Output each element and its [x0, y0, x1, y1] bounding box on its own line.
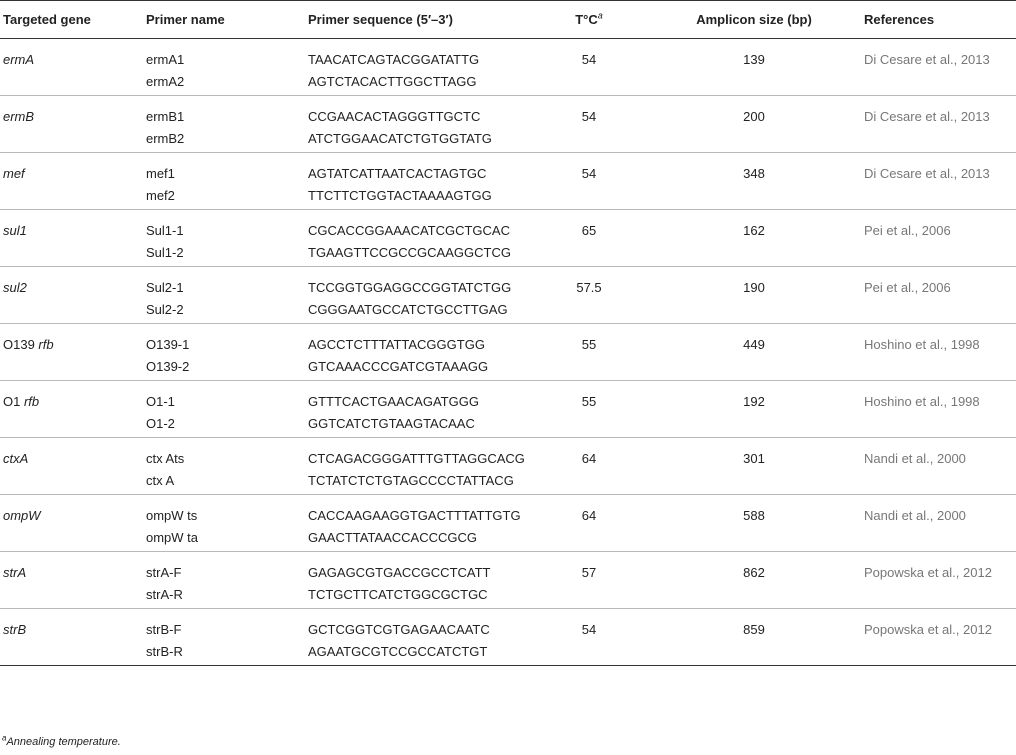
cell-reference — [864, 324, 1016, 381]
cell-amplicon-size — [644, 210, 864, 267]
primer-sequence-reverse: ATCTGGAACATCTGTGGTATG — [308, 131, 492, 146]
reference-link[interactable]: Di Cesare et al., 2013 — [864, 109, 990, 124]
table-row — [0, 324, 1016, 381]
gene-name: ctxA — [3, 451, 29, 466]
cell-primer-sequence — [308, 438, 534, 495]
cell-amplicon-size — [644, 609, 864, 666]
primer-name-forward: ctx Ats — [146, 451, 185, 466]
cell-targeted-gene — [0, 438, 146, 495]
cell-primer-sequence — [308, 267, 534, 324]
header-temperature — [534, 1, 644, 39]
header-targeted-gene: Targeted gene — [0, 1, 146, 39]
primer-name-forward: ermA1 — [146, 52, 185, 67]
table-row — [0, 153, 1016, 210]
primer-name-forward: strB-F — [146, 622, 182, 637]
temperature-value: 65 — [581, 223, 597, 238]
primer-sequence-reverse: TGAAGTTCCGCCGCAAGGCTCG — [308, 245, 511, 260]
cell-primer-sequence — [308, 381, 534, 438]
gene-prefix: O139 — [3, 337, 39, 352]
cell-reference — [864, 438, 1016, 495]
reference-link[interactable]: Hoshino et al., 1998 — [864, 337, 980, 352]
cell-temperature — [534, 552, 644, 609]
cell-reference — [864, 381, 1016, 438]
primer-sequence-forward: AGTATCATTAATCACTAGTGC — [308, 166, 487, 181]
temperature-value: 57 — [581, 565, 597, 580]
cell-targeted-gene — [0, 39, 146, 96]
primer-sequence-forward: CACCAAGAAGGTGACTTTATTGTG — [308, 508, 521, 523]
cell-primer-sequence — [308, 153, 534, 210]
table-row — [0, 438, 1016, 495]
cell-primer-name — [146, 609, 308, 666]
cell-amplicon-size — [644, 495, 864, 552]
primer-sequence-forward: TCCGGTGGAGGCCGGTATCTGG — [308, 280, 512, 295]
primer-sequence-reverse: TCTATCTCTGTAGCCCCTATTACG — [308, 473, 514, 488]
reference-link[interactable]: Pei et al., 2006 — [864, 280, 951, 295]
gene-name: mef — [3, 166, 25, 181]
cell-primer-name — [146, 438, 308, 495]
cell-temperature — [534, 324, 644, 381]
footnote — [2, 733, 121, 748]
reference-link[interactable]: Hoshino et al., 1998 — [864, 394, 980, 409]
gene-name: strA — [3, 565, 27, 580]
primer-sequence-forward: GAGAGCGTGACCGCCTCATT — [308, 565, 491, 580]
primer-name-reverse: ctx A — [146, 473, 175, 488]
header-temperature-label: T°C — [575, 12, 598, 27]
primer-sequence-forward: CTCAGACGGGATTTGTTAGGCACG — [308, 451, 525, 466]
cell-temperature — [534, 96, 644, 153]
primer-name-forward: strA-F — [146, 565, 182, 580]
cell-temperature — [534, 267, 644, 324]
cell-reference — [864, 267, 1016, 324]
primer-name-reverse: ermA2 — [146, 74, 185, 89]
temperature-value: 55 — [581, 394, 597, 409]
table-row — [0, 609, 1016, 666]
primer-name-reverse: mef2 — [146, 188, 175, 203]
header-temperature-footnote-marker: a — [597, 10, 603, 21]
cell-primer-name — [146, 96, 308, 153]
primer-sequence-reverse: TTCTTCTGGTACTAAAAGTGG — [308, 188, 492, 203]
amplicon-size-value: 588 — [743, 508, 765, 523]
gene-prefix: O1 — [3, 394, 24, 409]
cell-amplicon-size — [644, 96, 864, 153]
temperature-value: 64 — [581, 508, 597, 523]
cell-primer-sequence — [308, 609, 534, 666]
cell-targeted-gene — [0, 267, 146, 324]
primer-sequence-reverse: GGTCATCTGTAAGTACAAC — [308, 416, 475, 431]
cell-targeted-gene — [0, 381, 146, 438]
footnote-text: Annealing temperature. — [6, 736, 121, 748]
cell-targeted-gene — [0, 210, 146, 267]
reference-link[interactable]: Popowska et al., 2012 — [864, 622, 992, 637]
cell-targeted-gene — [0, 495, 146, 552]
gene-name: sul2 — [3, 280, 27, 295]
cell-primer-name — [146, 267, 308, 324]
primer-name-forward: mef1 — [146, 166, 175, 181]
cell-primer-sequence — [308, 210, 534, 267]
primer-sequence-forward: AGCCTCTTTATTACGGGTGG — [308, 337, 485, 352]
temperature-value: 64 — [581, 451, 597, 466]
cell-primer-name — [146, 324, 308, 381]
cell-reference — [864, 495, 1016, 552]
cell-primer-name — [146, 552, 308, 609]
table-body — [0, 39, 1016, 666]
temperature-value: 54 — [581, 622, 597, 637]
primer-sequence-reverse: GAACTTATAACCACCCGCG — [308, 530, 478, 545]
gene-name: rfb — [38, 337, 54, 352]
footnote-marker: a — [2, 733, 7, 743]
reference-link[interactable]: Nandi et al., 2000 — [864, 451, 966, 466]
temperature-value: 54 — [581, 52, 597, 67]
cell-primer-sequence — [308, 96, 534, 153]
cell-reference — [864, 153, 1016, 210]
reference-link[interactable]: Di Cesare et al., 2013 — [864, 166, 990, 181]
amplicon-size-value: 192 — [743, 394, 765, 409]
cell-primer-sequence — [308, 552, 534, 609]
primer-name-reverse: Sul2-2 — [146, 302, 184, 317]
cell-targeted-gene — [0, 153, 146, 210]
cell-amplicon-size — [644, 381, 864, 438]
cell-temperature — [534, 153, 644, 210]
amplicon-size-value: 162 — [743, 223, 765, 238]
cell-temperature — [534, 609, 644, 666]
cell-amplicon-size — [644, 438, 864, 495]
table-row — [0, 552, 1016, 609]
cell-primer-sequence — [308, 39, 534, 96]
amplicon-size-value: 862 — [743, 565, 765, 580]
cell-temperature — [534, 210, 644, 267]
cell-targeted-gene — [0, 609, 146, 666]
amplicon-size-value: 190 — [743, 280, 765, 295]
cell-targeted-gene — [0, 552, 146, 609]
reference-link[interactable]: Pei et al., 2006 — [864, 223, 951, 238]
cell-primer-name — [146, 39, 308, 96]
primer-name-forward: O139-1 — [146, 337, 190, 352]
primer-name-forward: ompW ts — [146, 508, 198, 523]
reference-link[interactable]: Di Cesare et al., 2013 — [864, 52, 990, 67]
cell-primer-name — [146, 381, 308, 438]
header-row — [0, 1, 1016, 39]
gene-name: rfb — [23, 394, 40, 409]
primer-name-reverse: strB-R — [146, 644, 183, 659]
primer-name-reverse: O1-2 — [146, 416, 175, 431]
cell-amplicon-size — [644, 39, 864, 96]
cell-primer-name — [146, 495, 308, 552]
table-row — [0, 267, 1016, 324]
primer-name-reverse: ompW ta — [146, 530, 199, 545]
cell-targeted-gene — [0, 96, 146, 153]
primer-name-reverse: strA-R — [146, 587, 183, 602]
cell-reference — [864, 96, 1016, 153]
temperature-value: 54 — [581, 166, 597, 181]
header-amplicon-size: Amplicon size (bp) — [644, 1, 864, 39]
cell-primer-sequence — [308, 495, 534, 552]
primer-sequence-forward: TAACATCAGTACGGATATTG — [308, 52, 480, 67]
primer-name-forward: Sul1-1 — [146, 223, 184, 238]
cell-temperature — [534, 495, 644, 552]
primer-sequence-reverse: AGAATGCGTCCGCCATCTGT — [308, 644, 488, 659]
cell-temperature — [534, 438, 644, 495]
primer-sequence-forward: GCTCGGTCGTGAGAACAATC — [308, 622, 490, 637]
cell-primer-name — [146, 210, 308, 267]
cell-amplicon-size — [644, 324, 864, 381]
primer-sequence-reverse: GTCAAACCCGATCGTAAAGG — [308, 359, 489, 374]
cell-reference — [864, 609, 1016, 666]
gene-name: ermB — [3, 109, 35, 124]
amplicon-size-value: 348 — [743, 166, 765, 181]
header-primer-name: Primer name — [146, 1, 308, 39]
gene-name: sul1 — [3, 223, 27, 238]
reference-link[interactable]: Popowska et al., 2012 — [864, 565, 992, 580]
header-primer-sequence: Primer sequence (5′–3′) — [308, 1, 534, 39]
amplicon-size-value: 200 — [743, 109, 765, 124]
temperature-value: 54 — [581, 109, 597, 124]
primer-sequence-reverse: TCTGCTTCATCTGGCGCTGC — [308, 587, 488, 602]
gene-name: ermA — [3, 52, 35, 67]
primer-sequence-forward: GTTTCACTGAACAGATGGG — [308, 394, 479, 409]
cell-primer-name — [146, 153, 308, 210]
primer-sequence-forward: CCGAACACTAGGGTTGCTC — [308, 109, 481, 124]
gene-name: ompW — [3, 508, 41, 523]
cell-amplicon-size — [644, 153, 864, 210]
temperature-value: 57.5 — [576, 280, 602, 295]
cell-primer-sequence — [308, 324, 534, 381]
primer-name-reverse: Sul1-2 — [146, 245, 184, 260]
header-references: References — [864, 1, 1016, 39]
amplicon-size-value: 139 — [743, 52, 765, 67]
table-row — [0, 495, 1016, 552]
cell-amplicon-size — [644, 267, 864, 324]
cell-temperature — [534, 381, 644, 438]
table-row — [0, 381, 1016, 438]
cell-temperature — [534, 39, 644, 96]
primer-name-reverse: O139-2 — [146, 359, 190, 374]
primer-name-reverse: ermB2 — [146, 131, 185, 146]
cell-reference — [864, 210, 1016, 267]
temperature-value: 55 — [581, 337, 597, 352]
table-row — [0, 96, 1016, 153]
primer-name-forward: Sul2-1 — [146, 280, 184, 295]
amplicon-size-value: 859 — [743, 622, 765, 637]
cell-amplicon-size — [644, 552, 864, 609]
primer-sequence-reverse: AGTCTACACTTGGCTTAGG — [308, 74, 477, 89]
reference-link[interactable]: Nandi et al., 2000 — [864, 508, 966, 523]
cell-targeted-gene — [0, 324, 146, 381]
primer-sequence-reverse: CGGGAATGCCATCTGCCTTGAG — [308, 302, 508, 317]
amplicon-size-value: 301 — [743, 451, 765, 466]
table-row — [0, 39, 1016, 96]
primer-name-forward: ermB1 — [146, 109, 185, 124]
gene-name: strB — [3, 622, 27, 637]
cell-reference — [864, 552, 1016, 609]
table-row — [0, 210, 1016, 267]
primer-name-forward: O1-1 — [146, 394, 175, 409]
cell-reference — [864, 39, 1016, 96]
amplicon-size-value: 449 — [743, 337, 765, 352]
primer-sequence-forward: CGCACCGGAAACATCGCTGCAC — [308, 223, 510, 238]
